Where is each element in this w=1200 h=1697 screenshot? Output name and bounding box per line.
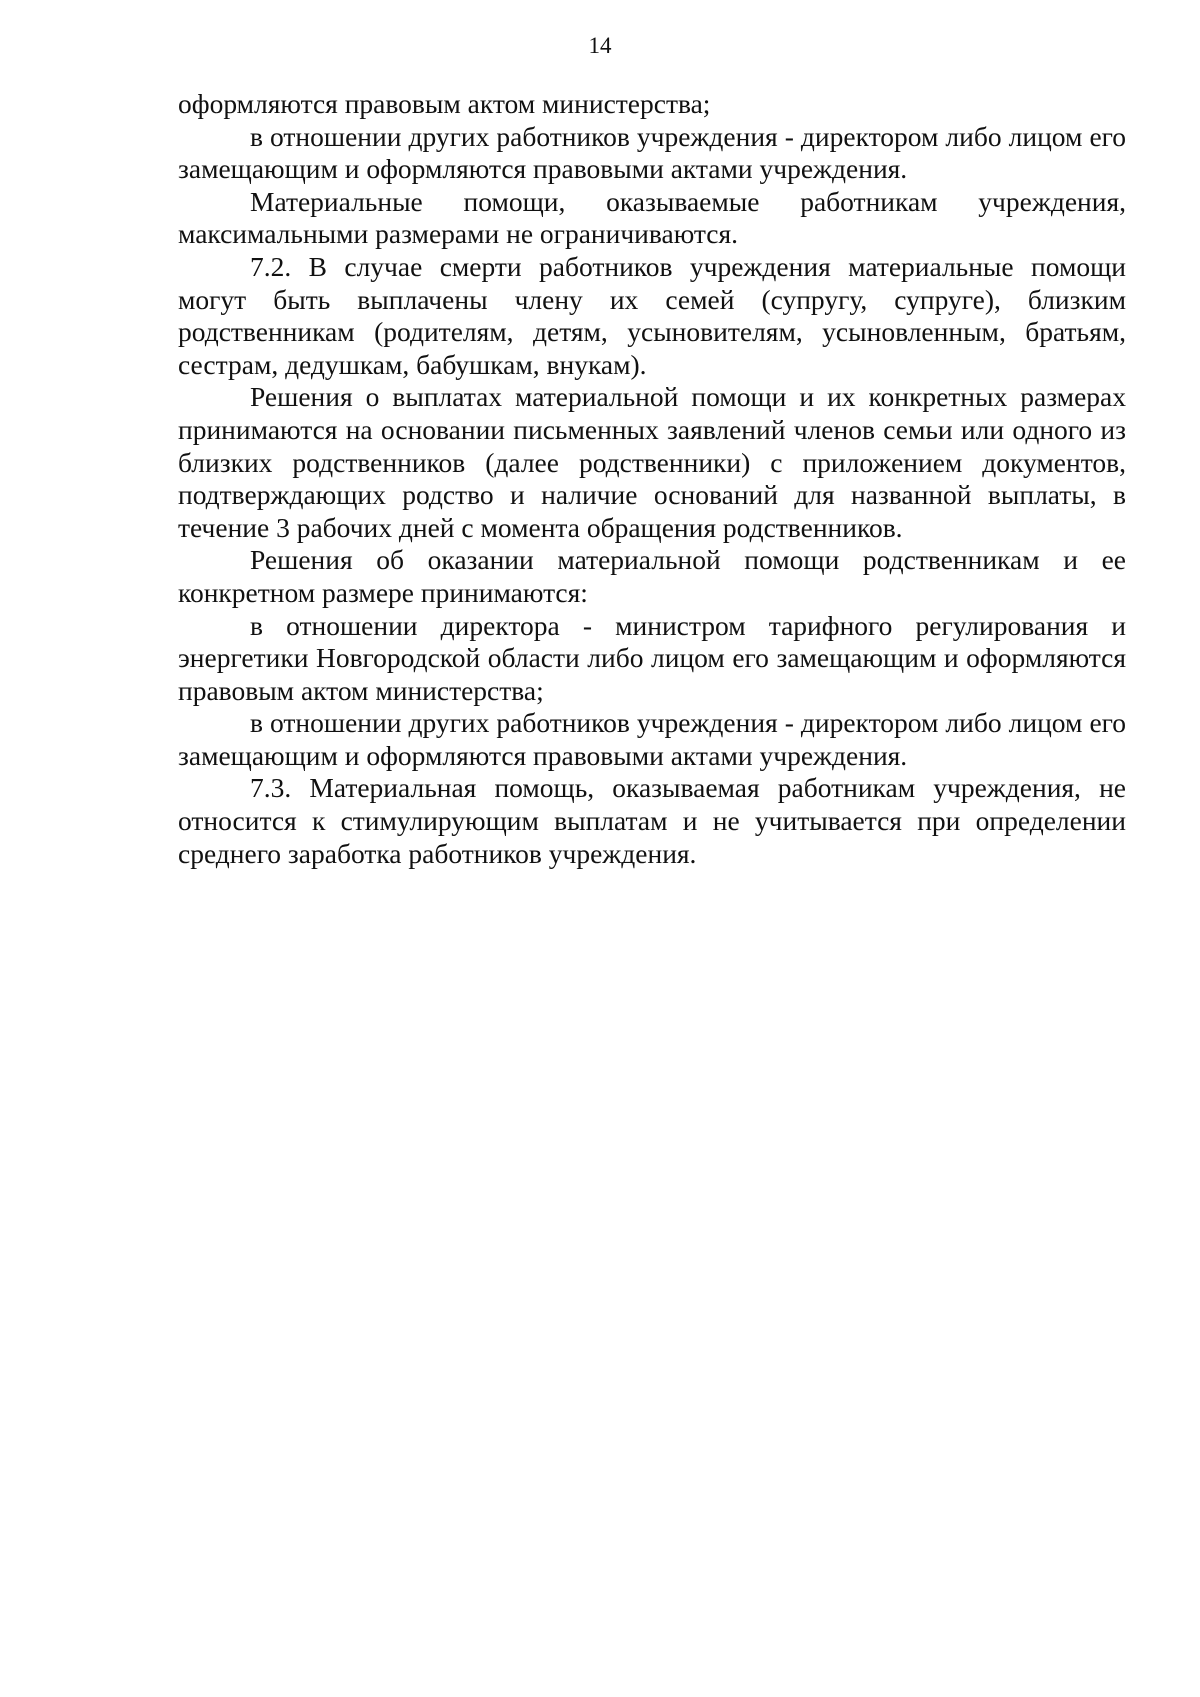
paragraph-9: 7.3. Материальная помощь, оказываемая работникам учреждения, не относится к стимулирующим выплатам и не учитывается при определении среднего заработка работников учреждения. bbox=[178, 772, 1126, 869]
paragraph-3: Материальные помощи, оказываемые работникам учреждения, максимальными размерами не ограничиваются. bbox=[178, 185, 1126, 250]
page-number: 14 bbox=[588, 33, 612, 58]
document-body bbox=[178, 88, 1126, 870]
paragraph-2: в отношении других работников учреждения - директором либо лицом его замещающим и оформляются правовыми актами учреждения. bbox=[178, 120, 1126, 185]
paragraph-1: оформляются правовым актом министерства; bbox=[178, 88, 711, 119]
paragraph-8: в отношении других работников учреждения - директором либо лицом его замещающим и оформляются правовыми актами учреждения. bbox=[178, 707, 1126, 771]
paragraph-6: Решения об оказании материальной помощи родственникам и ее конкретном размере принимаются: bbox=[178, 544, 1126, 608]
paragraph-4: 7.2. В случае смерти работников учреждения материальные помощи могут быть выплачены члену их семей (супругу, супруге), близким родственникам (родителям, детям, усыновителям, усыновленным, братьям, сестрам, дедушкам, бабушкам, внукам). bbox=[178, 250, 1126, 380]
paragraph-5: Решения о выплатах материальной помощи и их конкретных размерах принимаются на основании письменных заявлений членов семьи или одного из близких родственников (далее родственники) с приложением документов, подтверждающих родство и наличие оснований для названной выплаты, в течение 3 рабочих дней с момента обращения родственников. bbox=[178, 381, 1126, 543]
paragraph-7: в отношении директора - министром тарифного регулирования и энергетики Новгородской области либо лицом его замещающим и оформляются правовым актом министерства; bbox=[178, 609, 1126, 706]
